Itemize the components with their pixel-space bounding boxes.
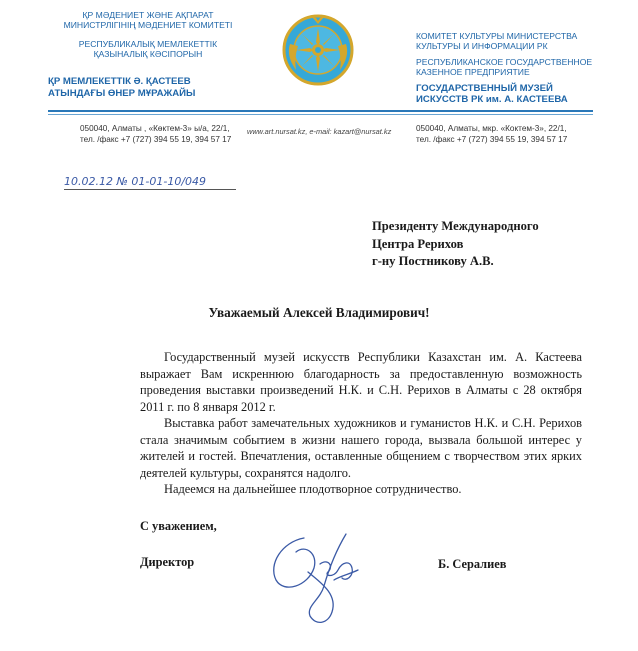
recipient-line1: Президенту Международного bbox=[372, 219, 539, 233]
reference-number: 10.02.12 № 01-01-10/049 bbox=[64, 175, 207, 188]
signature bbox=[262, 524, 372, 634]
recipient-line3: г-ну Постникову А.В. bbox=[372, 254, 494, 268]
reference-underline bbox=[64, 189, 236, 190]
paragraph: Надеемся на дальнейшее плодотворное сотрудничество. bbox=[164, 482, 462, 496]
web-email: www.art.nursat.kz, e-mail: kazart@nursat.kz bbox=[247, 127, 392, 136]
letterhead-left-line4: ҚАЗЫНАЛЫҚ КӘСІПОРЫН bbox=[93, 49, 203, 59]
letterhead-left-line1: ҚР МӘДЕНИЕТ ЖӘНЕ АҚПАРАТ bbox=[82, 10, 214, 20]
letterhead-right-name2: ИСКУССТВ РК им. А. КАСТЕЕВА bbox=[416, 94, 568, 105]
address-left-line1: 050040, Алматы , «Көктем-3» ы/а, 22/1, bbox=[80, 124, 230, 133]
salutation: Уважаемый Алексей Владимирович! bbox=[208, 305, 430, 320]
closing: С уважением, bbox=[140, 519, 217, 533]
address-left-line2: тел. /факс +7 (727) 394 55 19, 394 57 17 bbox=[80, 135, 232, 144]
state-emblem bbox=[282, 14, 354, 86]
letterhead-right-line2: КУЛЬТУРЫ И ИНФОРМАЦИИ РК bbox=[416, 41, 548, 51]
address-right-line2: тел. /факс +7 (727) 394 55 19, 394 57 17 bbox=[416, 135, 568, 144]
letterhead-left-line3: РЕСПУБЛИКАЛЫҚ МЕМЛЕКЕТТІК bbox=[78, 39, 218, 49]
letterhead-rule-thin bbox=[48, 114, 593, 115]
signatory-title: Директор bbox=[140, 555, 195, 569]
letterhead-left-line2: МИНИСТРЛІГІНІҢ МӘДЕНИЕТ КОМИТЕТІ bbox=[63, 20, 233, 30]
letter-body bbox=[140, 349, 582, 498]
letterhead-right-line4: КАЗЕННОЕ ПРЕДПРИЯТИЕ bbox=[416, 67, 530, 77]
recipient-line2: Центра Рерихов bbox=[372, 236, 464, 251]
letterhead-left-name1: ҚР МЕМЛЕКЕТТІК Ә. ҚАСТЕЕВ bbox=[48, 76, 191, 87]
paragraph: Государственный музей искусств Республики Казахстан им. А. Кастеева выражает Вам искреннюю благодарность за предоставленную возможность проведения выставки произведений Н.К. и С.Н. Рерихов в Алматы с 28 октября 2011 г. по 8 января 2012 г. bbox=[140, 350, 582, 414]
letterhead-right-name1: ГОСУДАРСТВЕННЫЙ МУЗЕЙ bbox=[416, 83, 553, 94]
letterhead-right-line3: РЕСПУБЛИКАНСКОЕ ГОСУДАРСТВЕННОЕ bbox=[416, 57, 593, 67]
letterhead-rule bbox=[48, 110, 593, 112]
letterhead-left-name2: АТЫНДАҒЫ ӨНЕР МҰРАЖАЙЫ bbox=[48, 88, 196, 99]
signatory-name: Б. Сералиев bbox=[438, 557, 507, 571]
address-right-line1: 050040, Алматы, мкр. «Коктем-3», 22/1, bbox=[416, 124, 567, 133]
letterhead-right-line1: КОМИТЕТ КУЛЬТУРЫ МИНИСТЕРСТВА bbox=[416, 31, 578, 41]
paragraph: Выставка работ замечательных художников и гуманистов Н.К. и С.Н. Рерихов стала значимым событием в жизни нашего города, вызвала большой интерес у жителей и гостей. Впечатления, оставленные общением с творчеством этих ярких деятелей культуры, сохранятся надолго. bbox=[140, 416, 582, 480]
